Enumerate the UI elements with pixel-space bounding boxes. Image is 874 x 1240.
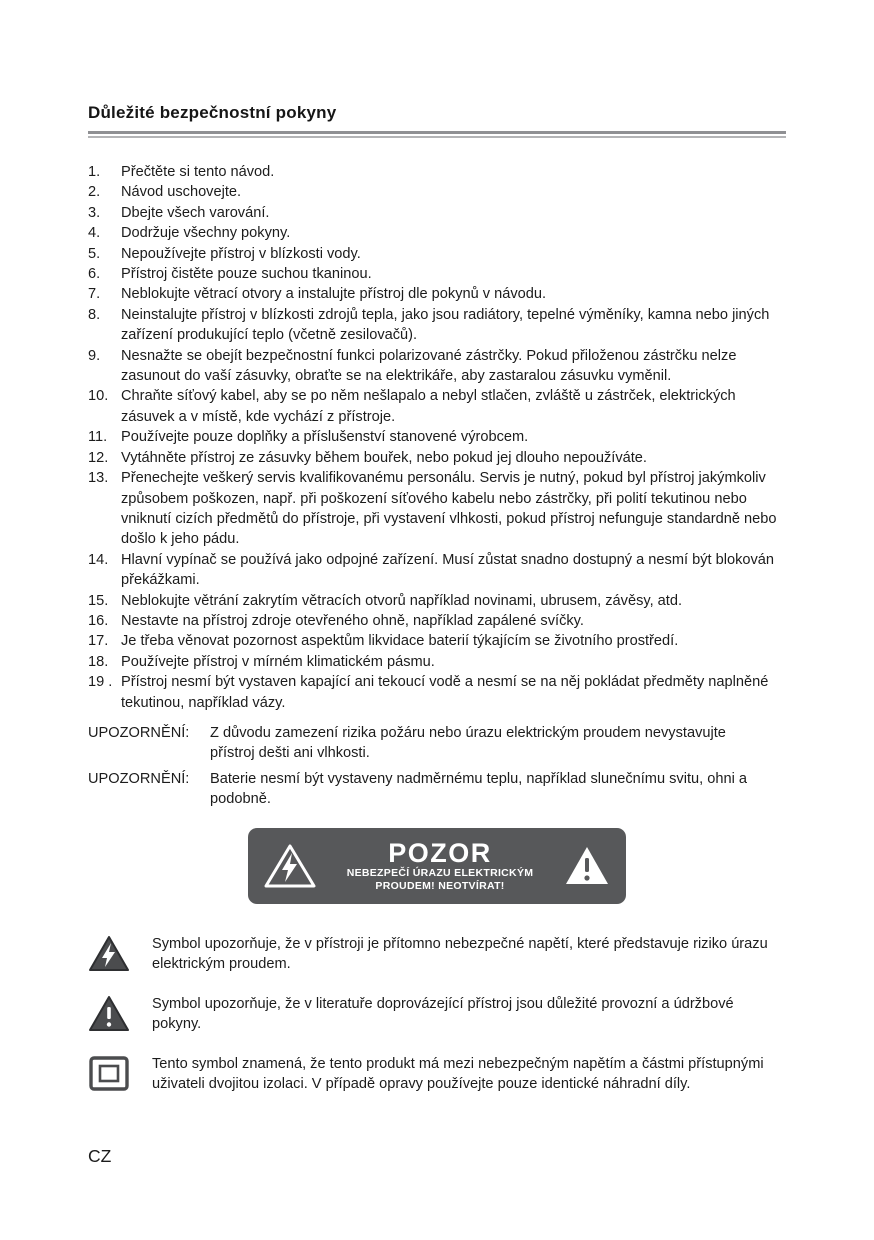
symbol-legend — [88, 934, 786, 1098]
item-text: Dodržuje všechny pokyny. — [121, 225, 291, 242]
list-item — [88, 386, 786, 427]
title-divider-rule — [88, 131, 786, 138]
warning-text: Z důvodu zamezení rizika požáru nebo úrazu elektrickým proudem nevystavujte přístroj dešti ani vlhkosti. — [210, 724, 726, 762]
item-number: 8. — [88, 306, 101, 323]
item-text: Hlavní vypínač se používá jako odpojné zařízení. Musí zůstat snadno dostupný a nesmí být blokován překážkami. — [121, 551, 775, 589]
list-item — [88, 223, 786, 243]
lightning-triangle-icon — [264, 843, 316, 889]
list-item — [88, 611, 786, 631]
list-item — [88, 182, 786, 202]
double-insulation-icon — [88, 1054, 152, 1098]
symbol-row-lightning — [88, 934, 786, 978]
item-number: 5. — [88, 245, 101, 262]
item-text: Vytáhněte přístroj ze zásuvky během bouřek, nebo pokud jej dlouho nepoužíváte. — [121, 449, 647, 466]
list-item — [88, 162, 786, 182]
list-item — [88, 244, 786, 264]
symbol-text: Symbol upozorňuje, že v literatuře doprovázející přístroj jsou důležité provozní a údržbové pokyny. — [152, 995, 734, 1032]
warning-note-1 — [88, 723, 786, 764]
warning-label: UPOZORNĚNÍ: — [88, 770, 190, 787]
item-text: Nesnažte se obejít bezpečnostní funkci polarizované zástrčky. Pokud přiloženou zástrčku nelze zasunout do vaší zásuvky, obraťte se na elektrikáře, aby zastaralou zásuvku vyměnil. — [121, 347, 737, 385]
item-number: 1. — [88, 164, 101, 180]
item-text: Neblokujte větrací otvory a instalujte přístroj dle pokynů v návodu. — [121, 286, 547, 303]
item-number: 14. — [88, 551, 109, 568]
item-text: Je třeba věnovat pozornost aspektům likvidace baterií týkajícím se životního prostředí. — [121, 633, 679, 650]
caution-box — [248, 828, 626, 904]
list-item — [88, 631, 786, 651]
caution-subtitle-line2: PROUDEM! NEOTVÍRAT! — [375, 879, 505, 892]
list-item — [88, 427, 786, 447]
list-item — [88, 284, 786, 304]
list-item — [88, 591, 786, 611]
item-number: 9. — [88, 347, 101, 364]
list-item — [88, 305, 786, 346]
item-text: Návod uschovejte. — [121, 184, 242, 201]
warning-notes — [88, 723, 786, 810]
list-item — [88, 652, 786, 672]
list-item — [88, 468, 786, 550]
item-text: Nepoužívejte přístroj v blízkosti vody. — [121, 245, 361, 262]
item-text: Chraňte síťový kabel, aby se po něm nešlapalo a nebyl stlačen, zvláště u zástrček, elektrických zásuvek a v místě, kde vychází z přístroje. — [121, 388, 736, 425]
item-number: 17. — [88, 633, 109, 650]
symbol-row-double-insulation — [88, 1054, 786, 1098]
safety-instructions-list — [88, 162, 786, 713]
list-item — [88, 672, 786, 713]
list-item — [88, 346, 786, 387]
page-title: Důležité bezpečnostní pokyny — [88, 103, 337, 122]
warning-label: UPOZORNĚNÍ: — [88, 724, 190, 741]
item-text: Přístroj nesmí být vystaven kapající ani tekoucí vodě a nesmí se na něj pokládat předměty naplněné tekutinou, například vázy. — [121, 674, 769, 711]
caution-subtitle-line1: NEBEZPEČÍ ÚRAZU ELEKTRICKÝM — [346, 867, 534, 880]
exclamation-triangle-icon — [564, 845, 610, 887]
list-item — [88, 448, 786, 468]
symbol-row-exclamation — [88, 994, 786, 1038]
item-number: 2. — [88, 184, 101, 201]
symbol-text: Tento symbol znamená, že tento produkt má mezi nebezpečným napětím a částmi přístupnými uživateli dvojitou izolaci. V případě opravy používejte pouze identické náhradní díly. — [152, 1055, 764, 1092]
item-number: 12. — [88, 449, 109, 466]
item-text: Používejte pouze doplňky a příslušenství stanovené výrobcem. — [121, 429, 529, 446]
item-text: Přístroj čistěte pouze suchou tkaninou. — [121, 266, 372, 283]
item-text: Nestavte na přístroj zdroje otevřeného ohně, například zapálené svíčky. — [121, 612, 584, 629]
item-number: 18. — [88, 653, 109, 670]
item-number: 19 . — [88, 674, 113, 691]
item-number: 6. — [88, 266, 101, 283]
item-number: 16. — [88, 612, 109, 629]
list-item — [88, 203, 786, 223]
list-item — [88, 550, 786, 591]
item-text: Dbejte všech varování. — [121, 204, 270, 221]
caution-title: POZOR — [388, 838, 492, 869]
item-text: Neinstalujte přístroj v blízkosti zdrojů tepla, jako jsou radiátory, tepelné výměníky, kamna nebo jiných zařízení produkující teplo (včetně zesilovačů). — [121, 306, 770, 344]
item-number: 13. — [88, 470, 109, 487]
item-number: 7. — [88, 286, 101, 303]
symbol-text: Symbol upozorňuje, že v přístroji je přítomno nebezpečné napětí, které představuje riziko úrazu elektrickým proudem. — [152, 935, 768, 972]
item-number: 4. — [88, 225, 101, 242]
warning-note-2 — [88, 769, 786, 810]
footer-region-code: CZ — [88, 1146, 112, 1166]
exclamation-triangle-icon — [88, 994, 152, 1038]
caution-text-block — [316, 839, 564, 892]
warning-text: Baterie nesmí být vystaveny nadměrnému teplu, například slunečnímu svitu, ohni a podobně. — [210, 770, 748, 808]
item-number: 15. — [88, 592, 109, 609]
lightning-triangle-icon — [88, 934, 152, 978]
item-number: 3. — [88, 204, 101, 221]
item-text: Přenechejte veškerý servis kvalifikovanému personálu. Servis je nutný, pokud byl přístroj jakýmkoliv způsobem poškozen, např. při poškození síťového kabelu nebo zástrčky, při polití tekutinou nebo vniknutí cizích předmětů do přístroje, při vystavení vlhkosti, pokud přístroj nefunguje standardně nebo došlo k jeho pádu. — [121, 470, 777, 548]
item-number: 11. — [88, 429, 108, 446]
list-item — [88, 264, 786, 284]
item-text: Neblokujte větrání zakrytím větracích otvorů například novinami, ubrusem, závěsy, atd. — [121, 592, 683, 609]
item-text: Používejte přístroj v mírném klimatickém pásmu. — [121, 653, 435, 670]
item-number: 10. — [88, 388, 109, 405]
item-text: Přečtěte si tento návod. — [121, 164, 275, 180]
